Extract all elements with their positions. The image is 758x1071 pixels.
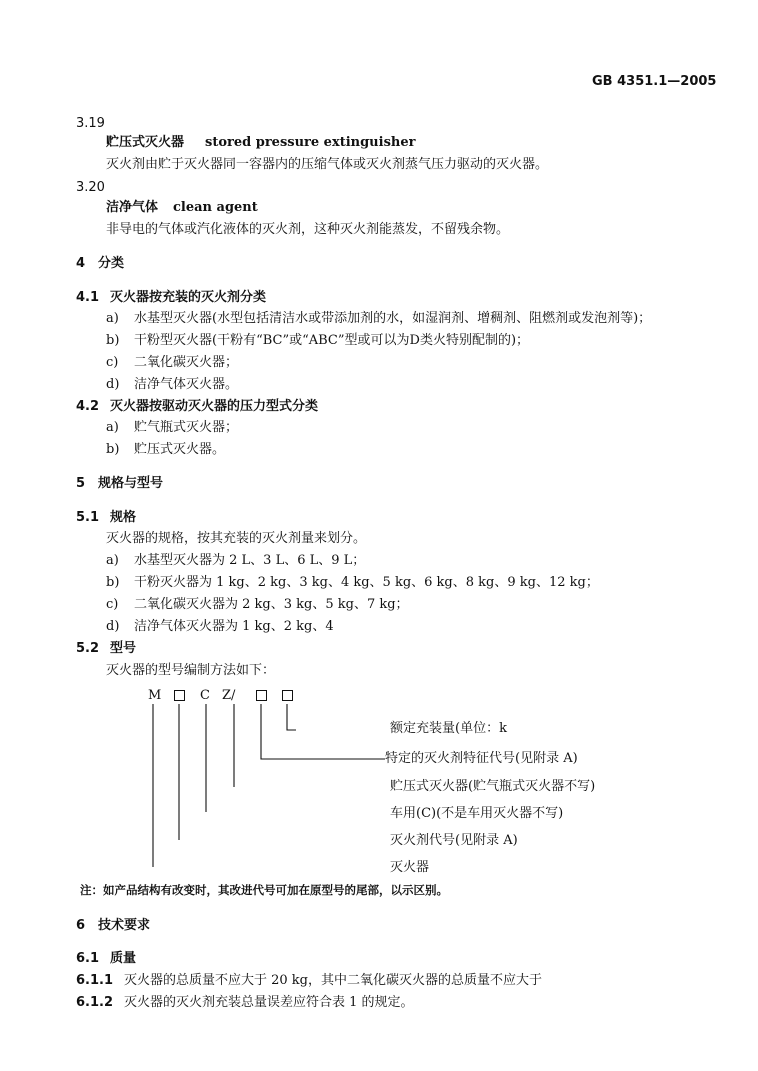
- clause-4-2-title: 灭火器按驱动灭火器的压力型式分类: [110, 399, 319, 414]
- clause-6-1-number: 6.1: [76, 951, 100, 966]
- section-6-title: 技术要求: [98, 918, 151, 933]
- label-stored-pressure: 贮压式灭火器(贮气瓶式灭火器不写): [390, 779, 596, 794]
- code-char-c: C: [200, 688, 210, 703]
- clause-4-1-title: 灭火器按充装的灭火剂分类: [110, 290, 267, 305]
- clause-5-2-number: 5.2: [76, 641, 100, 656]
- clause-5-1-intro: 灭火器的规格，按其充装的灭火剂量来划分。: [106, 531, 367, 546]
- code-char-m: M: [148, 688, 162, 703]
- clause-6-1-1-number: 6.1.1: [76, 973, 114, 988]
- list-item: 二氧化碳灭火器为 2 kg、3 kg、5 kg、7 kg；: [134, 597, 409, 612]
- clause-6-1-2-number: 6.1.2: [76, 995, 114, 1010]
- section-4-number: 4: [76, 256, 86, 271]
- list-label: d): [106, 619, 120, 634]
- diagram-note: 注：如产品结构有改变时，其改进代号可加在原型号的尾部，以示区别。: [80, 883, 448, 897]
- term-3-19-en: stored pressure extinguisher: [205, 135, 416, 150]
- clause-5-2-intro: 灭火器的型号编制方法如下：: [106, 663, 276, 678]
- list-item: 干粉型灭火器(干粉有“BC”或“ABC”型或可以为D类火特别配制的)；: [134, 333, 530, 348]
- list-label: a): [106, 311, 119, 326]
- clause-6-1-2-text: 灭火器的灭火剂充装总量误差应符合表 1 的规定。: [124, 995, 414, 1010]
- clause-5-1-title: 规格: [110, 510, 137, 525]
- list-label: c): [106, 355, 119, 370]
- clause-3-20-number: 3.20: [76, 180, 105, 195]
- clause-4-1-number: 4.1: [76, 290, 100, 305]
- term-3-20-zh: 洁净气体: [106, 200, 159, 215]
- section-6-number: 6: [76, 918, 86, 933]
- code-char-z: Z/: [222, 688, 236, 703]
- label-extinguisher: 灭火器: [390, 860, 430, 875]
- definition-3-20: 非导电的气体或汽化液体的灭火剂，这种灭火剂能蒸发，不留残余物。: [106, 222, 510, 237]
- list-item: 干粉灭火器为 1 kg、2 kg、3 kg、4 kg、5 kg、6 kg、8 kg、9 kg、12 kg；: [134, 575, 599, 590]
- list-item: 二氧化碳灭火器；: [134, 355, 239, 370]
- section-5-number: 5: [76, 476, 86, 491]
- section-4-title: 分类: [98, 256, 125, 271]
- list-label: b): [106, 575, 120, 590]
- clause-5-2-title: 型号: [110, 641, 137, 656]
- clause-4-2-number: 4.2: [76, 399, 100, 414]
- term-3-19-zh: 贮压式灭火器: [106, 135, 185, 150]
- list-item: 水基型灭火器(水型包括清洁水或带添加剂的水，如湿润剂、增稠剂、阻燃剂或发泡剂等)；: [134, 311, 652, 326]
- standard-code: GB 4351.1—2005: [592, 74, 717, 89]
- clause-6-1-title: 质量: [110, 951, 137, 966]
- label-special-agent-code: 特定的灭火剂特征代号(见附录 A): [385, 751, 578, 766]
- label-agent-code: 灭火剂代号(见附录 A): [390, 833, 518, 848]
- section-5-title: 规格与型号: [98, 476, 164, 491]
- list-item: 贮气瓶式灭火器；: [134, 420, 239, 435]
- term-3-20-en: clean agent: [173, 200, 258, 215]
- clause-3-19-number: 3.19: [76, 116, 105, 131]
- label-rated-capacity: 额定充装量(单位：k: [390, 721, 507, 736]
- clause-6-1-1-text: 灭火器的总质量不应大于 20 kg，其中二氧化碳灭火器的总质量不应大于: [124, 973, 543, 988]
- list-item: 水基型灭火器为 2 L、3 L、6 L、9 L；: [134, 553, 366, 568]
- list-item: 洁净气体灭火器为 1 kg、2 kg、4: [134, 619, 334, 634]
- definition-3-19: 灭火剂由贮于灭火器同一容器内的压缩气体或灭火剂蒸气压力驱动的灭火器。: [106, 157, 549, 172]
- list-item: 贮压式灭火器。: [134, 442, 226, 457]
- list-label: a): [106, 420, 119, 435]
- list-label: b): [106, 442, 120, 457]
- list-label: b): [106, 333, 120, 348]
- list-label: a): [106, 553, 119, 568]
- clause-5-1-number: 5.1: [76, 510, 100, 525]
- list-label: d): [106, 377, 120, 392]
- list-label: c): [106, 597, 119, 612]
- label-vehicle: 车用(C)(不是车用灭火器不写): [390, 806, 564, 821]
- list-item: 洁净气体灭火器。: [134, 377, 239, 392]
